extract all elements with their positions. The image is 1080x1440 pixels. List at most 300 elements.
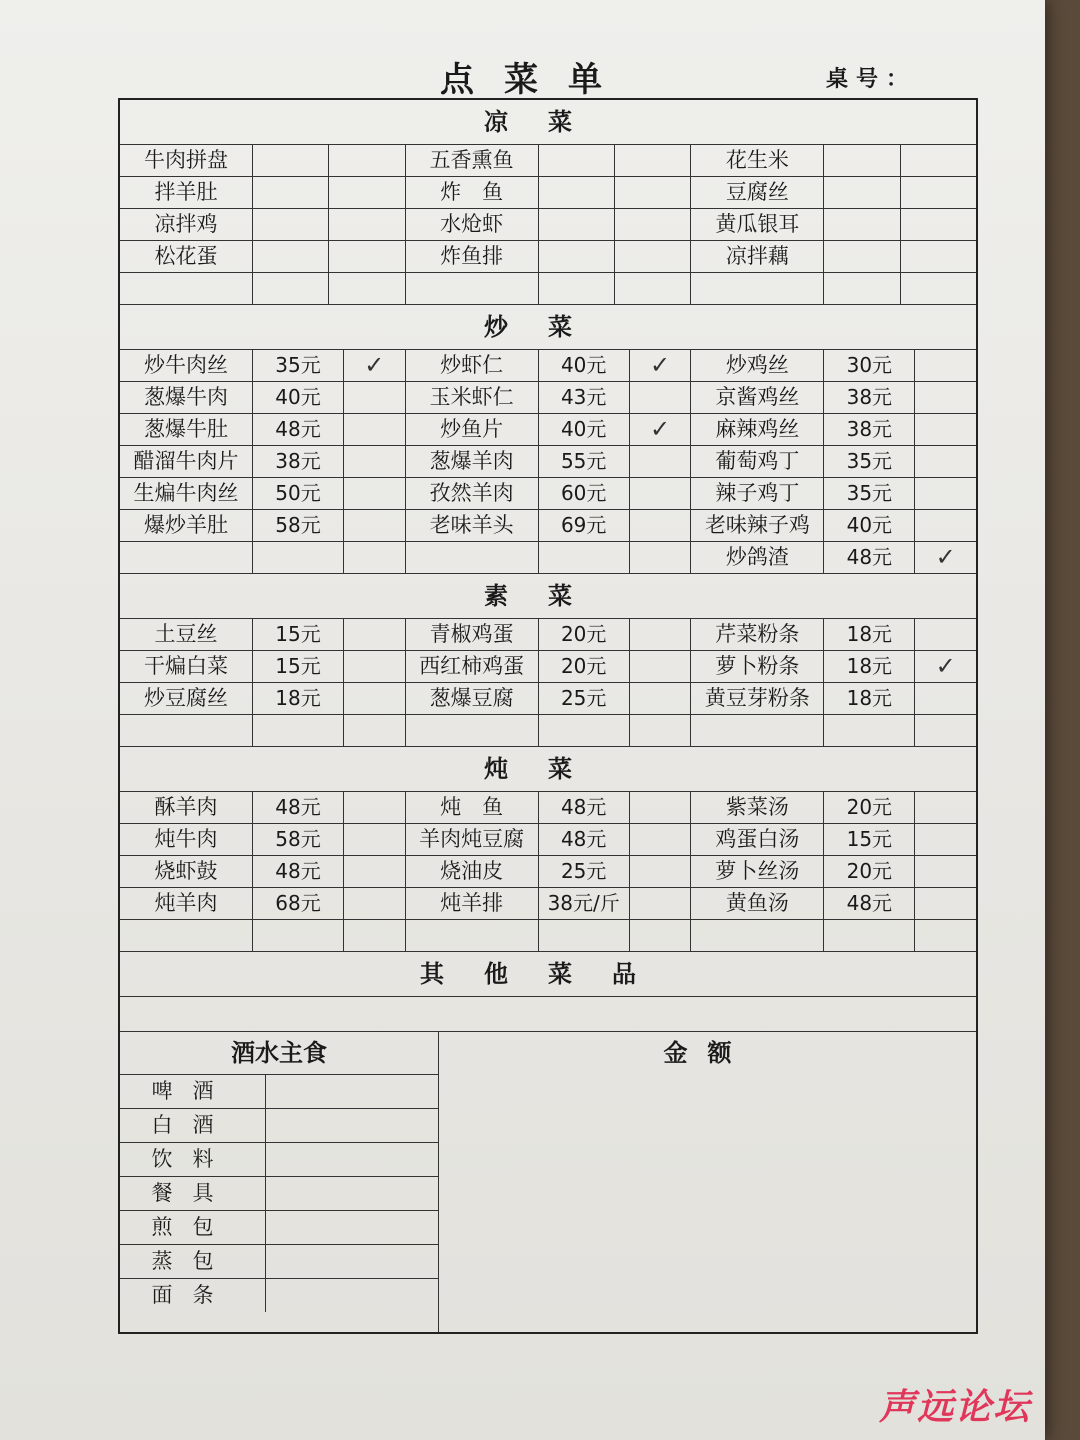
dish-price: 40元 xyxy=(253,382,344,413)
table-row xyxy=(691,446,976,478)
dish-name: 青椒鸡蛋 xyxy=(406,619,539,650)
order-cell[interactable] xyxy=(901,273,976,304)
dish-price: 55元 xyxy=(539,446,630,477)
veg-column xyxy=(691,619,976,746)
table-row xyxy=(691,920,976,951)
order-cell[interactable] xyxy=(901,177,976,208)
dish-price: 35元 xyxy=(253,350,344,381)
drinks-list xyxy=(120,1075,438,1312)
dish-name xyxy=(691,920,824,951)
table-row xyxy=(406,715,691,746)
table-row xyxy=(691,792,976,824)
check-mark[interactable] xyxy=(630,824,691,855)
order-cell[interactable] xyxy=(824,241,900,272)
check-mark[interactable] xyxy=(915,856,976,887)
dish-price: 48元 xyxy=(824,888,915,919)
dish-name: 豆腐丝 xyxy=(691,177,824,208)
forum-watermark-logo: 声远论坛 xyxy=(878,1387,1031,1428)
table-row xyxy=(120,145,405,177)
dish-name xyxy=(406,273,539,304)
table-row xyxy=(691,177,976,209)
check-mark[interactable] xyxy=(630,510,691,541)
check-mark[interactable] xyxy=(915,414,976,445)
dish-price: 35元 xyxy=(824,446,915,477)
dish-name: 老味辣子鸡 xyxy=(691,510,824,541)
dish-price: 60元 xyxy=(539,478,630,509)
table-row xyxy=(120,382,405,414)
drink-row xyxy=(120,1075,438,1109)
table-row xyxy=(406,510,691,542)
drink-row xyxy=(120,1245,438,1279)
order-table xyxy=(118,98,978,1334)
table-row xyxy=(120,715,405,746)
table-row xyxy=(691,478,976,510)
order-cell[interactable] xyxy=(253,209,329,240)
table-row xyxy=(406,177,691,209)
dish-name: 羊肉炖豆腐 xyxy=(406,824,539,855)
dish-name: 炒鸡丝 xyxy=(691,350,824,381)
check-mark[interactable] xyxy=(344,792,405,823)
dish-price xyxy=(539,542,630,573)
check-mark[interactable] xyxy=(344,856,405,887)
dish-name: 葱爆豆腐 xyxy=(406,683,539,714)
cold-column xyxy=(120,145,406,304)
drink-qty-cell[interactable] xyxy=(266,1109,438,1142)
check-mark[interactable] xyxy=(344,683,405,714)
section-heading-cold: 凉菜 xyxy=(120,100,976,145)
order-cell[interactable] xyxy=(329,273,404,304)
order-cell[interactable] xyxy=(539,241,615,272)
dish-price: 15元 xyxy=(253,651,344,682)
table-row xyxy=(406,792,691,824)
check-mark[interactable] xyxy=(344,542,405,573)
section-heading-veg: 素菜 xyxy=(120,574,976,619)
dish-price xyxy=(253,920,344,951)
table-row xyxy=(691,241,976,273)
dish-name: 老味羊头 xyxy=(406,510,539,541)
check-mark[interactable]: ✓ xyxy=(364,351,385,379)
dish-price: 20元 xyxy=(824,792,915,823)
dish-price xyxy=(824,920,915,951)
dish-price xyxy=(539,715,630,746)
table-row xyxy=(120,683,405,715)
table-row xyxy=(406,478,691,510)
table-row xyxy=(120,792,405,824)
order-cell[interactable] xyxy=(539,273,615,304)
dish-price: 43元 xyxy=(539,382,630,413)
drinks-heading: 酒水主食 xyxy=(120,1032,438,1075)
drink-row xyxy=(120,1177,438,1211)
stirfry-dishes-grid xyxy=(120,350,976,574)
check-mark[interactable] xyxy=(344,888,405,919)
check-mark[interactable] xyxy=(915,350,976,381)
check-mark[interactable] xyxy=(915,446,976,477)
amount-heading: 金额 xyxy=(663,1039,752,1067)
order-cell[interactable] xyxy=(615,145,690,176)
table-row xyxy=(406,888,691,920)
table-row xyxy=(120,209,405,241)
table-row xyxy=(406,856,691,888)
dish-name: 炖羊肉 xyxy=(120,888,253,919)
table-row xyxy=(120,888,405,920)
dish-name: 土豆丝 xyxy=(120,619,253,650)
dish-name: 醋溜牛肉片 xyxy=(120,446,253,477)
dish-name: 萝卜粉条 xyxy=(691,651,824,682)
check-mark[interactable]: ✓ xyxy=(649,351,671,379)
check-mark[interactable] xyxy=(915,715,976,746)
check-mark[interactable] xyxy=(630,651,691,682)
order-cell[interactable] xyxy=(824,273,900,304)
cold-column xyxy=(406,145,692,304)
order-cell[interactable] xyxy=(253,145,329,176)
dish-price: 18元 xyxy=(824,651,915,682)
table-row xyxy=(691,209,976,241)
table-row xyxy=(691,683,976,715)
check-mark[interactable] xyxy=(915,683,976,714)
drinks-staples-panel xyxy=(120,1032,439,1332)
table-row xyxy=(120,619,405,651)
dish-name: 炒豆腐丝 xyxy=(120,683,253,714)
stirfry-column xyxy=(120,350,406,573)
dish-price: 35元 xyxy=(824,478,915,509)
drink-name: 面条 xyxy=(120,1279,266,1312)
dish-name: 拌羊肚 xyxy=(120,177,253,208)
dish-name: 炸 鱼 xyxy=(406,177,539,208)
table-row xyxy=(691,619,976,651)
order-cell[interactable] xyxy=(329,177,404,208)
table-row xyxy=(406,273,691,304)
check-mark[interactable] xyxy=(344,824,405,855)
dish-name xyxy=(691,715,824,746)
check-mark[interactable] xyxy=(915,920,976,951)
check-mark[interactable]: ✓ xyxy=(649,415,671,443)
dish-name: 花生米 xyxy=(691,145,824,176)
table-row xyxy=(691,542,976,573)
dish-price xyxy=(824,715,915,746)
table-row xyxy=(691,856,976,888)
dish-price: 20元 xyxy=(539,651,630,682)
order-cell[interactable] xyxy=(615,209,690,240)
other-dishes-row[interactable] xyxy=(120,997,976,1032)
dish-name: 麻辣鸡丝 xyxy=(691,414,824,445)
dish-name: 玉米虾仁 xyxy=(406,382,539,413)
check-mark[interactable] xyxy=(630,715,691,746)
dish-name xyxy=(120,715,253,746)
check-mark[interactable] xyxy=(630,542,691,573)
dish-name: 萝卜丝汤 xyxy=(691,856,824,887)
table-row xyxy=(406,542,691,573)
table-row xyxy=(120,273,405,304)
dish-name: 干煸白菜 xyxy=(120,651,253,682)
table-row xyxy=(120,446,405,478)
dish-name: 辣子鸡丁 xyxy=(691,478,824,509)
cold-dishes-grid xyxy=(120,145,976,305)
drink-name: 啤酒 xyxy=(120,1075,266,1108)
order-cell[interactable] xyxy=(901,241,976,272)
amount-panel xyxy=(439,1032,976,1332)
drink-row xyxy=(120,1109,438,1143)
dish-name: 西红柿鸡蛋 xyxy=(406,651,539,682)
dish-name: 炒鱼片 xyxy=(406,414,539,445)
table-row xyxy=(406,414,691,446)
table-row xyxy=(406,382,691,414)
dish-price: 69元 xyxy=(539,510,630,541)
check-mark[interactable] xyxy=(344,414,405,445)
dish-name: 炖羊排 xyxy=(406,888,539,919)
dish-name: 葱爆牛肉 xyxy=(120,382,253,413)
stew-column xyxy=(406,792,692,951)
dish-price: 20元 xyxy=(539,619,630,650)
check-mark[interactable] xyxy=(915,382,976,413)
dish-name: 炒牛肉丝 xyxy=(120,350,253,381)
check-mark[interactable] xyxy=(344,446,405,477)
table-row xyxy=(691,651,976,683)
table-row xyxy=(691,145,976,177)
table-row xyxy=(406,651,691,683)
check-mark[interactable]: ✓ xyxy=(935,652,956,680)
check-mark[interactable] xyxy=(915,478,976,509)
dish-name: 生煸牛肉丝 xyxy=(120,478,253,509)
check-mark[interactable] xyxy=(344,510,405,541)
check-mark[interactable] xyxy=(915,792,976,823)
table-row xyxy=(120,241,405,273)
dish-price: 20元 xyxy=(824,856,915,887)
table-row xyxy=(691,350,976,382)
dish-price: 38元/斤 xyxy=(539,888,630,919)
order-cell[interactable] xyxy=(329,209,404,240)
order-cell[interactable] xyxy=(615,177,690,208)
dish-price: 38元 xyxy=(253,446,344,477)
section-heading-other: 其他菜品 xyxy=(120,952,976,997)
check-mark[interactable] xyxy=(344,715,405,746)
veg-column xyxy=(120,619,406,746)
check-mark[interactable] xyxy=(630,856,691,887)
dish-name: 鸡蛋白汤 xyxy=(691,824,824,855)
dish-name: 炖牛肉 xyxy=(120,824,253,855)
dish-name xyxy=(120,920,253,951)
dish-price: 25元 xyxy=(539,683,630,714)
dish-price: 48元 xyxy=(824,542,915,573)
table-row xyxy=(406,824,691,856)
dish-name: 炒鸽渣 xyxy=(691,542,824,573)
drink-qty-cell[interactable] xyxy=(266,1245,438,1278)
order-cell[interactable] xyxy=(329,145,404,176)
dish-name xyxy=(406,542,539,573)
order-cell[interactable] xyxy=(615,241,690,272)
dish-name: 烧虾鼓 xyxy=(120,856,253,887)
drink-name: 煎包 xyxy=(120,1211,266,1244)
dish-name: 凉拌鸡 xyxy=(120,209,253,240)
dish-name: 牛肉拼盘 xyxy=(120,145,253,176)
table-row xyxy=(120,542,405,573)
check-mark[interactable] xyxy=(630,888,691,919)
table-row xyxy=(406,145,691,177)
table-row xyxy=(120,478,405,510)
section-heading-stew: 炖菜 xyxy=(120,747,976,792)
check-mark[interactable] xyxy=(630,619,691,650)
check-mark[interactable] xyxy=(344,382,405,413)
page-title: 点菜单 xyxy=(440,60,632,100)
dish-price: 30元 xyxy=(824,350,915,381)
dish-name: 炖 鱼 xyxy=(406,792,539,823)
dish-price: 18元 xyxy=(253,683,344,714)
check-mark[interactable] xyxy=(344,920,405,951)
dish-name: 凉拌藕 xyxy=(691,241,824,272)
order-cell[interactable] xyxy=(901,209,976,240)
table-row xyxy=(406,209,691,241)
drink-row xyxy=(120,1279,438,1312)
dish-name xyxy=(691,273,824,304)
dish-price: 40元 xyxy=(539,414,630,445)
dish-price: 58元 xyxy=(253,824,344,855)
stirfry-column xyxy=(406,350,692,573)
drink-qty-cell[interactable] xyxy=(266,1211,438,1244)
stew-dishes-grid xyxy=(120,792,976,952)
dish-name: 黄瓜银耳 xyxy=(691,209,824,240)
order-cell[interactable] xyxy=(253,177,329,208)
dish-price: 15元 xyxy=(824,824,915,855)
order-cell[interactable] xyxy=(539,177,615,208)
order-cell[interactable] xyxy=(253,241,329,272)
dish-name: 炸鱼排 xyxy=(406,241,539,272)
table-row xyxy=(691,824,976,856)
table-row xyxy=(691,382,976,414)
check-mark[interactable] xyxy=(915,510,976,541)
drink-name: 餐具 xyxy=(120,1177,266,1210)
dish-price xyxy=(253,715,344,746)
table-number-label: 桌号： xyxy=(826,67,917,92)
table-row xyxy=(406,241,691,273)
table-row xyxy=(120,856,405,888)
dish-price: 48元 xyxy=(539,824,630,855)
dish-price: 40元 xyxy=(539,350,630,381)
table-row xyxy=(691,715,976,746)
dish-name: 葱爆羊肉 xyxy=(406,446,539,477)
check-mark[interactable] xyxy=(630,446,691,477)
dish-price: 48元 xyxy=(253,856,344,887)
order-cell[interactable] xyxy=(615,273,690,304)
order-cell[interactable] xyxy=(329,241,404,272)
dish-price: 15元 xyxy=(253,619,344,650)
check-mark[interactable] xyxy=(630,382,691,413)
stew-column xyxy=(691,792,976,951)
dish-name: 松花蛋 xyxy=(120,241,253,272)
dish-price: 48元 xyxy=(539,792,630,823)
drink-name: 蒸包 xyxy=(120,1245,266,1278)
check-mark[interactable] xyxy=(630,920,691,951)
drink-name: 饮料 xyxy=(120,1143,266,1176)
dish-name: 葡萄鸡丁 xyxy=(691,446,824,477)
bottom-panel xyxy=(120,1032,976,1332)
table-row xyxy=(691,888,976,920)
dish-name: 烧油皮 xyxy=(406,856,539,887)
check-mark[interactable] xyxy=(915,619,976,650)
check-mark[interactable] xyxy=(915,824,976,855)
order-cell[interactable] xyxy=(253,273,329,304)
table-row xyxy=(406,920,691,951)
dish-name: 爆炒羊肚 xyxy=(120,510,253,541)
dish-name: 水炝虾 xyxy=(406,209,539,240)
table-row xyxy=(120,177,405,209)
dish-name: 黄豆芽粉条 xyxy=(691,683,824,714)
drink-qty-cell[interactable] xyxy=(266,1143,438,1176)
table-row xyxy=(120,824,405,856)
stirfry-column xyxy=(691,350,976,573)
table-row xyxy=(120,414,405,446)
dish-price: 48元 xyxy=(253,414,344,445)
dish-price: 50元 xyxy=(253,478,344,509)
dish-name: 酥羊肉 xyxy=(120,792,253,823)
table-row xyxy=(120,651,405,683)
veg-column xyxy=(406,619,692,746)
drink-row xyxy=(120,1211,438,1245)
dish-name: 京酱鸡丝 xyxy=(691,382,824,413)
stew-column xyxy=(120,792,406,951)
dish-price xyxy=(253,542,344,573)
section-heading-stirfry: 炒菜 xyxy=(120,305,976,350)
cold-column xyxy=(691,145,976,304)
table-row xyxy=(406,683,691,715)
dish-price xyxy=(539,920,630,951)
order-cell[interactable] xyxy=(824,145,900,176)
dish-name: 芹菜粉条 xyxy=(691,619,824,650)
dish-price: 48元 xyxy=(253,792,344,823)
check-mark[interactable]: ✓ xyxy=(935,543,956,571)
drink-qty-cell[interactable] xyxy=(266,1279,438,1312)
drink-qty-cell[interactable] xyxy=(266,1075,438,1108)
dish-name xyxy=(120,273,253,304)
check-mark[interactable] xyxy=(344,651,405,682)
table-row xyxy=(406,350,691,382)
drink-row xyxy=(120,1143,438,1177)
table-row xyxy=(120,350,405,382)
dish-name: 炒虾仁 xyxy=(406,350,539,381)
dish-price: 38元 xyxy=(824,382,915,413)
dish-name xyxy=(406,920,539,951)
drink-name: 白酒 xyxy=(120,1109,266,1142)
check-mark[interactable] xyxy=(630,792,691,823)
dish-name: 紫菜汤 xyxy=(691,792,824,823)
check-mark[interactable] xyxy=(630,683,691,714)
table-row xyxy=(120,510,405,542)
dish-price: 40元 xyxy=(824,510,915,541)
order-cell[interactable] xyxy=(824,209,900,240)
order-cell[interactable] xyxy=(901,145,976,176)
check-mark[interactable] xyxy=(630,478,691,509)
dish-price: 18元 xyxy=(824,619,915,650)
table-row xyxy=(120,920,405,951)
dish-price: 58元 xyxy=(253,510,344,541)
table-row xyxy=(691,510,976,542)
dish-name xyxy=(406,715,539,746)
dish-name: 黄鱼汤 xyxy=(691,888,824,919)
dish-name: 五香熏鱼 xyxy=(406,145,539,176)
dish-price: 68元 xyxy=(253,888,344,919)
order-cell[interactable] xyxy=(539,145,615,176)
order-cell[interactable] xyxy=(824,177,900,208)
check-mark[interactable] xyxy=(344,478,405,509)
drink-qty-cell[interactable] xyxy=(266,1177,438,1210)
dish-name: 孜然羊肉 xyxy=(406,478,539,509)
order-cell[interactable] xyxy=(539,209,615,240)
check-mark[interactable] xyxy=(344,619,405,650)
table-row xyxy=(406,619,691,651)
check-mark[interactable] xyxy=(915,888,976,919)
dish-price: 18元 xyxy=(824,683,915,714)
table-row xyxy=(406,446,691,478)
dish-name: 葱爆牛肚 xyxy=(120,414,253,445)
table-row xyxy=(691,414,976,446)
